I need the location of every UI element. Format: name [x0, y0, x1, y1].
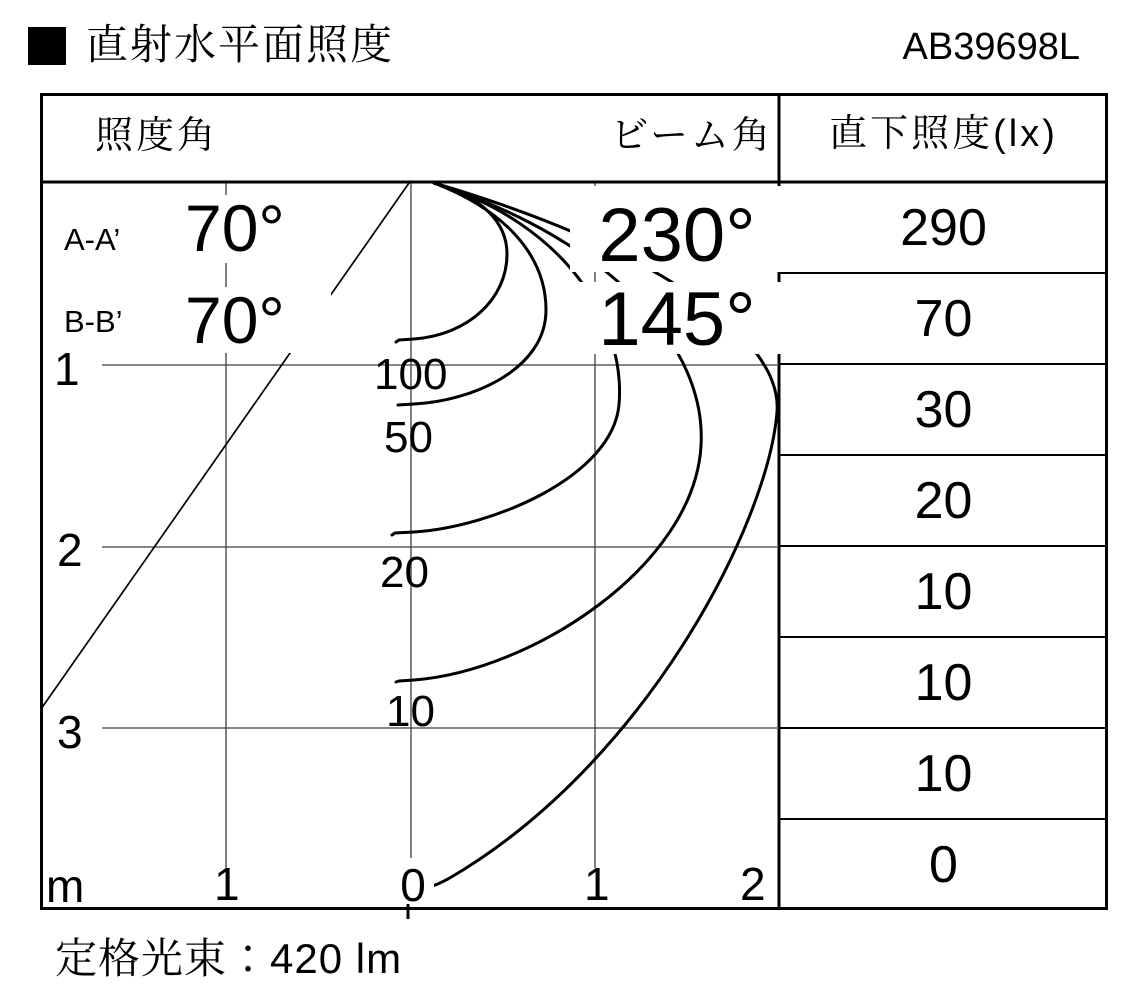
contour-label-20: 20 — [380, 548, 429, 597]
section-b-label: B-B’ — [64, 304, 123, 339]
beam-angle-header: ビーム角 — [610, 115, 773, 157]
y-tick-3m: 3 — [57, 706, 83, 758]
table-value-2_0m: 20 — [914, 471, 973, 530]
y-tick-1m: 1 — [54, 343, 80, 395]
page-title: 直射水平面照度 — [86, 21, 395, 68]
illuminance-angle-header: 照度角 — [95, 115, 219, 157]
illuminance-angle-a-value: 70° — [185, 195, 331, 263]
section-marker-icon — [28, 27, 66, 65]
table-value-1_0m: 70 — [914, 289, 973, 348]
x-tick-0: 0 — [392, 858, 434, 904]
table-value-0_5m: 290 — [900, 198, 987, 257]
table-value-3_5m: 10 — [914, 744, 973, 803]
table-value-2_5m: 10 — [914, 562, 973, 621]
contour-label-100: 100 — [374, 350, 448, 399]
x-tick-right-2: 2 — [740, 858, 766, 910]
illuminance-angle-b-value: 70° — [185, 287, 331, 353]
x-unit-label: m — [46, 860, 85, 912]
beam-angle-a-value: 230° — [570, 186, 784, 272]
beam-angle-b-value: 145° — [570, 282, 784, 354]
table-value-1_5m: 30 — [914, 380, 973, 439]
direct-illuminance-header: 直下照度(lx) — [829, 113, 1058, 155]
y-tick-2m: 2 — [57, 524, 83, 576]
x-tick-left-1: 1 — [214, 858, 240, 910]
product-code: AB39698L — [902, 26, 1080, 68]
x-tick-right-1: 1 — [584, 858, 610, 910]
section-a-label: A-A’ — [64, 222, 121, 257]
table-value-3_0m: 10 — [914, 653, 973, 712]
table-value-4_0m: 0 — [929, 835, 958, 894]
rated-flux-note: 定格光束：420 lm — [55, 935, 403, 982]
contour-label-50: 50 — [384, 413, 433, 462]
contour-label-10: 10 — [386, 687, 435, 736]
